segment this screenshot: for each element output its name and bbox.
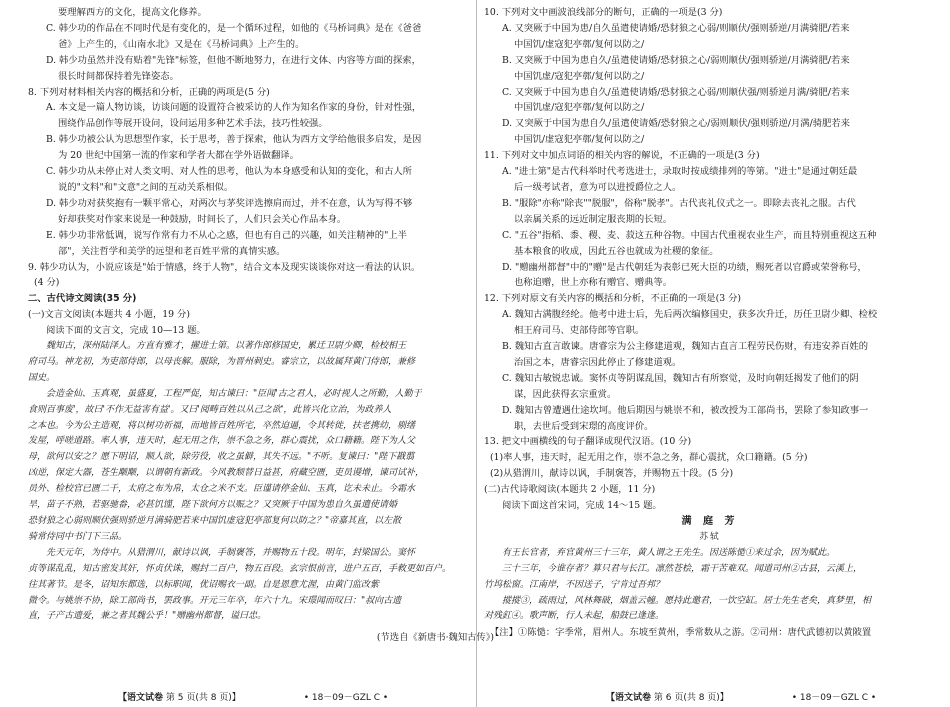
left-page-text-line: 爸》上产生的，《山南水北》又是在《马桥词典》上产生的。 <box>58 38 305 50</box>
left-page-text-line: 魏知古，深州陆泽人。方直有雅才，擢进士第。以著作郎修国史，累迁卫尉少卿，检校相王 <box>46 341 407 352</box>
left-page-text-line: 府司马。神龙初，为吏部侍郎，以母丧解。服除，为晋州刺史。睿宗立，以故属拜黄门侍郎，兼修 <box>28 356 416 367</box>
right-page-text-line: 相王府司马、吏部侍郎等官职。 <box>514 325 645 337</box>
right-page-text-line: 三十三年，今谁存者？算只君与长江。凛然苍桧，霜干苦难双。闻道司州②古县，云溪上， <box>502 563 863 574</box>
left-page-text-line: (节选自《新唐书·魏知古传》) <box>376 632 494 644</box>
right-page-text-line: 10. 下列对文中画波浪线部分的断句，正确的一项是(3 分) <box>484 7 723 18</box>
left-page-text-line: 会造金仙、玉真观，虽盛夏，工程严促，知古谏曰："臣闻'古之君人，必时视人之所勤，人勤于 <box>46 388 422 399</box>
right-page-text-line: 以亲属关系的远近制定服丧期的长短。 <box>514 213 673 225</box>
left-footer-code: • 18－09－GZL C • <box>303 693 389 703</box>
right-page-text-line: D. 又突厥于中国为患自久/虽遣使请婚/恐豺狼之心/弱则顺伏/强则骄逆/月满/骑肥若来 <box>502 118 850 130</box>
left-footer-label: 【语文试卷 <box>118 693 164 703</box>
right-page-text-line: 中国饥虚/寇犯亭鄣/复何以防之/ <box>514 102 645 114</box>
right-page-text-line: 基本粮食的收成，因此五谷也就成为社稷的象征。 <box>514 245 719 257</box>
right-page-text-line: 摐摐③，疏雨过，风林舞破，烟盖云幢。愿持此邀君，一饮空缸。居士先生老矣，真梦里，相 <box>502 595 872 606</box>
right-page-text-line: C. 魏知古敏锐忠诚。窦怀贞等阴谋乱国，魏知古有所察觉，及时向朝廷揭发了他们的阴 <box>502 372 859 384</box>
left-page-text-line: 8. 下列对材料相关内容的概括和分析，正确的两项是(5 分) <box>28 86 270 98</box>
left-page-text-line: 母，欲何以安之？愿下明诏，顺人欲，除劳役，收之虽僻，其失不远。"不听。复谏曰："陛下戡翦 <box>28 452 415 463</box>
right-page-text-line: A. 又突厥于中国为患/自久虽遣使请婚/恐豺狼之心弱/则顺伏/强则骄逆/月满骑肥/若来 <box>502 22 850 34</box>
left-footer <box>118 690 388 703</box>
left-page-text-line: C. 韩少功的作品在不同时代是有变化的，是一个循环过程，如他的《马桥词典》是在《爸爸 <box>46 22 422 34</box>
right-page-text-line: (二)古代诗歌阅读(本题共 2 小题，11 分) <box>484 484 656 496</box>
left-page-text-line: 国史。 <box>28 372 56 383</box>
right-page-text-line: 中国饥/虚寇犯亭鄣/复何以防之/ <box>514 134 645 146</box>
right-page-text-line: 谋，因此获得玄宗重赏。 <box>514 388 617 400</box>
right-page-text-line: B. 又突厥于中国为患自久/虽遣使请婚/恐豺狼之心/弱则顺伏/强则骄逆/月满骑肥/若来 <box>502 54 850 66</box>
right-page-text-line: 12. 下列对原文有关内容的概括和分析，不正确的一项是(3 分) <box>484 293 741 305</box>
right-page-text-line: 13. 把文中画横线的句子翻译成现代汉语。(10 分) <box>484 436 692 448</box>
right-page-text-line: C. 又突厥于中国为患自久/虽遣使请婚/恐豺狼之心弱/则顺伏强/则骄逆月满/骑肥/若来 <box>502 86 850 98</box>
left-page-text-line: 围绕作品创作等展开设问，设问运用多种艺术手法，技巧性较强。 <box>58 118 328 130</box>
right-page-text-line: 阅读下面这首宋词，完成 14～15 题。 <box>502 500 662 512</box>
left-page-text-line: B. 韩少功被公认为思想型作家，长于思考，善于探索，他认为西方文学给他很多启发，是因 <box>46 134 422 146</box>
left-page-text-line: 凶逆，保定大器，苍生颙颙，以谓朝有新政。今风教颓替日益甚，府藏空匮，吏员谩增，谏司试补， <box>28 468 425 479</box>
left-page-text-line: (一)文言文阅读(本题共 4 小题，19 分) <box>28 309 190 321</box>
right-page-text-line: 11. 下列对文中加点词语的相关内容的解说，不正确的一项是(3 分) <box>484 150 760 162</box>
left-page-text-line: 部"，关注哲学和美学的远望和老百姓平常的真情实感。 <box>58 245 286 257</box>
left-page-text-line: D. 韩少功对获奖抱有一颗平常心，对两次与茅奖评选擦肩而过，并不在意，认为写得不够 <box>46 197 413 209</box>
right-page-text-line: 满 庭 芳 <box>681 516 739 527</box>
right-page-text-line: 苏轼 <box>699 531 721 542</box>
left-page-text-line: 贞等谋乱乱，知古密发其奸，怀贞伏诛，赐封二百户，物五百段。玄宗恨前言，进户五百，手敕更如百户。 <box>28 563 452 574</box>
left-page-text-line: 发屋，呼嗟道路。率人事，违天时，起无用之作，崇不急之务，群心震扰，众口籍籍。陛下为人父 <box>28 436 416 447</box>
right-page-text-line: 对残釭④。歌声断，行人未起，船鼓已逢逢。 <box>484 611 665 622</box>
right-page-text-line: 中国饥/虚寇犯亭鄣/复何以防之/ <box>514 38 645 50</box>
right-page-text-line: 有王长官者，弃官黄州三十三年，黄人谓之王先生。因送陈慥①来过余，因为赋此。 <box>502 547 836 558</box>
left-page-text-line: C. 韩少功从未停止对人类文明、对人性的思考，他认为本身感受和认知的变化，和古人所 <box>46 166 412 178</box>
left-page-text-line: (4 分) <box>34 277 60 289</box>
left-page-text-line: 恐豺狼之心弱则顺伏强则骄逆月满骑肥若来中国饥虚寇犯亭部复何以防之？"帝嘉其直，以左散 <box>28 516 402 526</box>
left-page-text-line: 往其著节。是冬，诏知东都选，以标职闻，优诏赐衣一副。自是恩意尤渥，由黄门监改紫 <box>28 579 380 590</box>
left-page-text-line: 二、古代诗文阅读(35 分) <box>28 293 137 305</box>
right-page-text-line: B. 魏知古直言敢谏。唐睿宗为公主修建道观，魏知古直言工程劳民伤财，有违安养百姓的 <box>502 341 869 353</box>
right-page-text-line: D. 魏知古曾遭遇仕途坎坷。他后期因与姚崇不和，被改授为工部尚书，罢除了参知政事一 <box>502 404 869 416</box>
right-page-text-line: A. "进士第"是古代科举时代考选进士，录取时按成绩排列的等第。"进士"是通过朝廷最 <box>502 166 858 178</box>
left-page-text-line: 好却获奖对作家来说是一种鼓励，时间长了，人们只会关心作品本身。 <box>58 213 347 225</box>
left-page-text-line: 直，子产古遗爱，兼之者其魏公乎！"赠幽州都督，谥曰忠。 <box>28 611 267 622</box>
right-footer-label: 【语文试卷 <box>606 693 652 703</box>
left-page-text-line: 之本也。今为公主造观，将以树功祈福，而地皆百姓所宅，卒然迫逼，令其转徙，扶老携幼，剔缮 <box>28 420 416 431</box>
left-page-text-line: 员外、检校官已匮二千，太府之布为帛，太仓之米不支。臣谨请停金仙、玉真，讫未未止。今霜水 <box>28 484 416 495</box>
left-page-text-line: 要理解西方的文化，提高文化修养。 <box>58 7 207 18</box>
left-page-text-line: E. 韩少功非常低调，说写作常有力不从心之感，但也有自己的兴趣，如关注精神的"上半 <box>46 229 407 241</box>
left-page-text-line: 先天元年，为侍中。从猎渭川，献诗以讽，手制褒答，并赐物五十段。明年，封梁国公。窦怀 <box>46 547 416 558</box>
left-page-text-line: 食则百事废'，故曰'不作无益害有益'。又曰'阅畴百姓以从己之欲'，此皆兴化立治，为政养人 <box>28 404 392 415</box>
right-page-text-line: 后一级考试者，意为可以进授爵位之人。 <box>514 181 682 193</box>
left-page-text-line: 很长时间都保持着先锋姿态。 <box>58 70 179 82</box>
left-page-text-line: 为 20 世纪中国第一流的作家和学者大都在学外语做翻译。 <box>58 150 299 162</box>
right-page-text-line: B. "服除"亦称"除丧""脱服"，俗称"脱孝"。古代丧礼仪式之一。即除去丧礼之服。古代 <box>502 197 856 209</box>
right-footer-code: • 18－09－GZL C • <box>791 693 877 703</box>
right-page-text-line: (2)从猎渭川，献诗以讽，手制褒答，并赐物五十段。(5 分) <box>490 468 734 480</box>
right-footer-page: 第 6 页(共 8 页)】 <box>653 693 729 703</box>
right-page-text-line: C. "五谷"指稻、黍、稷、麦、菽这五种谷物。中国古代重视农业生产，而且特别重视这五种 <box>502 229 877 241</box>
left-page-text-line: 9. 韩少功认为，小说应该是"始于情感，终于人物"，结合文本及现实谈谈你对这一看法的认识。 <box>28 261 421 273</box>
left-page-text-line: D. 韩少功虽然并没有贴着"先锋"标签，但他不断地努力，在进行文体、内容等方面的探索， <box>46 54 421 66</box>
left-page-text-line: 阅读下面的文言文，完成 10—13 题。 <box>46 325 206 337</box>
right-page-text-line: 职，去世后受到宋璟的高度评价。 <box>514 420 654 432</box>
left-page-text-line: 旱，苗子不熟，若驱驰畚，必甚饥馑，陛下欲何方以赈之？又突厥于中国为患自久虽遣使请婚 <box>28 500 398 511</box>
left-page-text-line: 说的"文料"和"文意"之间的互动关系相似。 <box>58 181 234 193</box>
right-page-text-line: D. "赠幽州都督"中的"赠"是古代朝廷为表彰已死大臣的功绩，赐死者以官爵或荣誉称号， <box>502 261 867 273</box>
right-page-text-line: 竹坞松窗。江南岸，不因送子，宁肯过吾邦？ <box>484 579 665 590</box>
right-page-text-line: (1)率人事，违天时，起无用之作，崇不急之务，群心震扰，众口籍籍。(5 分) <box>490 452 808 464</box>
left-page-text-line: A. 本文是一篇人物访谈，访谈问题的设置符合被采访的人作为知名作家的身份，针对性强， <box>46 102 422 114</box>
right-footer <box>606 690 876 703</box>
right-page-text-line: 【注】①陈慥：字季常，眉州人。东坡至黄州，季常数从之游。②司州：唐代武德初以黄陂置 <box>490 627 872 639</box>
right-page-text-line: A. 魏知古满腹经纶。他考中进士后，先后两次编修国史，获多次升迁，历任卫尉少卿、检校 <box>502 309 878 321</box>
right-page-text-line: 中国饥虚/寇犯亭鄣/复何以防之/ <box>514 70 645 82</box>
left-footer-page: 第 5 页(共 8 页)】 <box>165 693 241 703</box>
left-page-text-line: 骑常侍同中书门下三品。 <box>28 531 128 542</box>
left-page-text-line: 微令。与姚崇不协，除工部尚书，罢政事。开元三年卒，年六十九。宋璟闻而叹曰："叔向古遗 <box>28 595 402 606</box>
right-page-text-line: 也称追赠，世上亦称有赠官、赠典等。 <box>514 277 673 289</box>
right-page-text-line: 治国之本，唐睿宗因此停止了修建道观。 <box>514 356 682 368</box>
right-page-column <box>472 0 950 707</box>
